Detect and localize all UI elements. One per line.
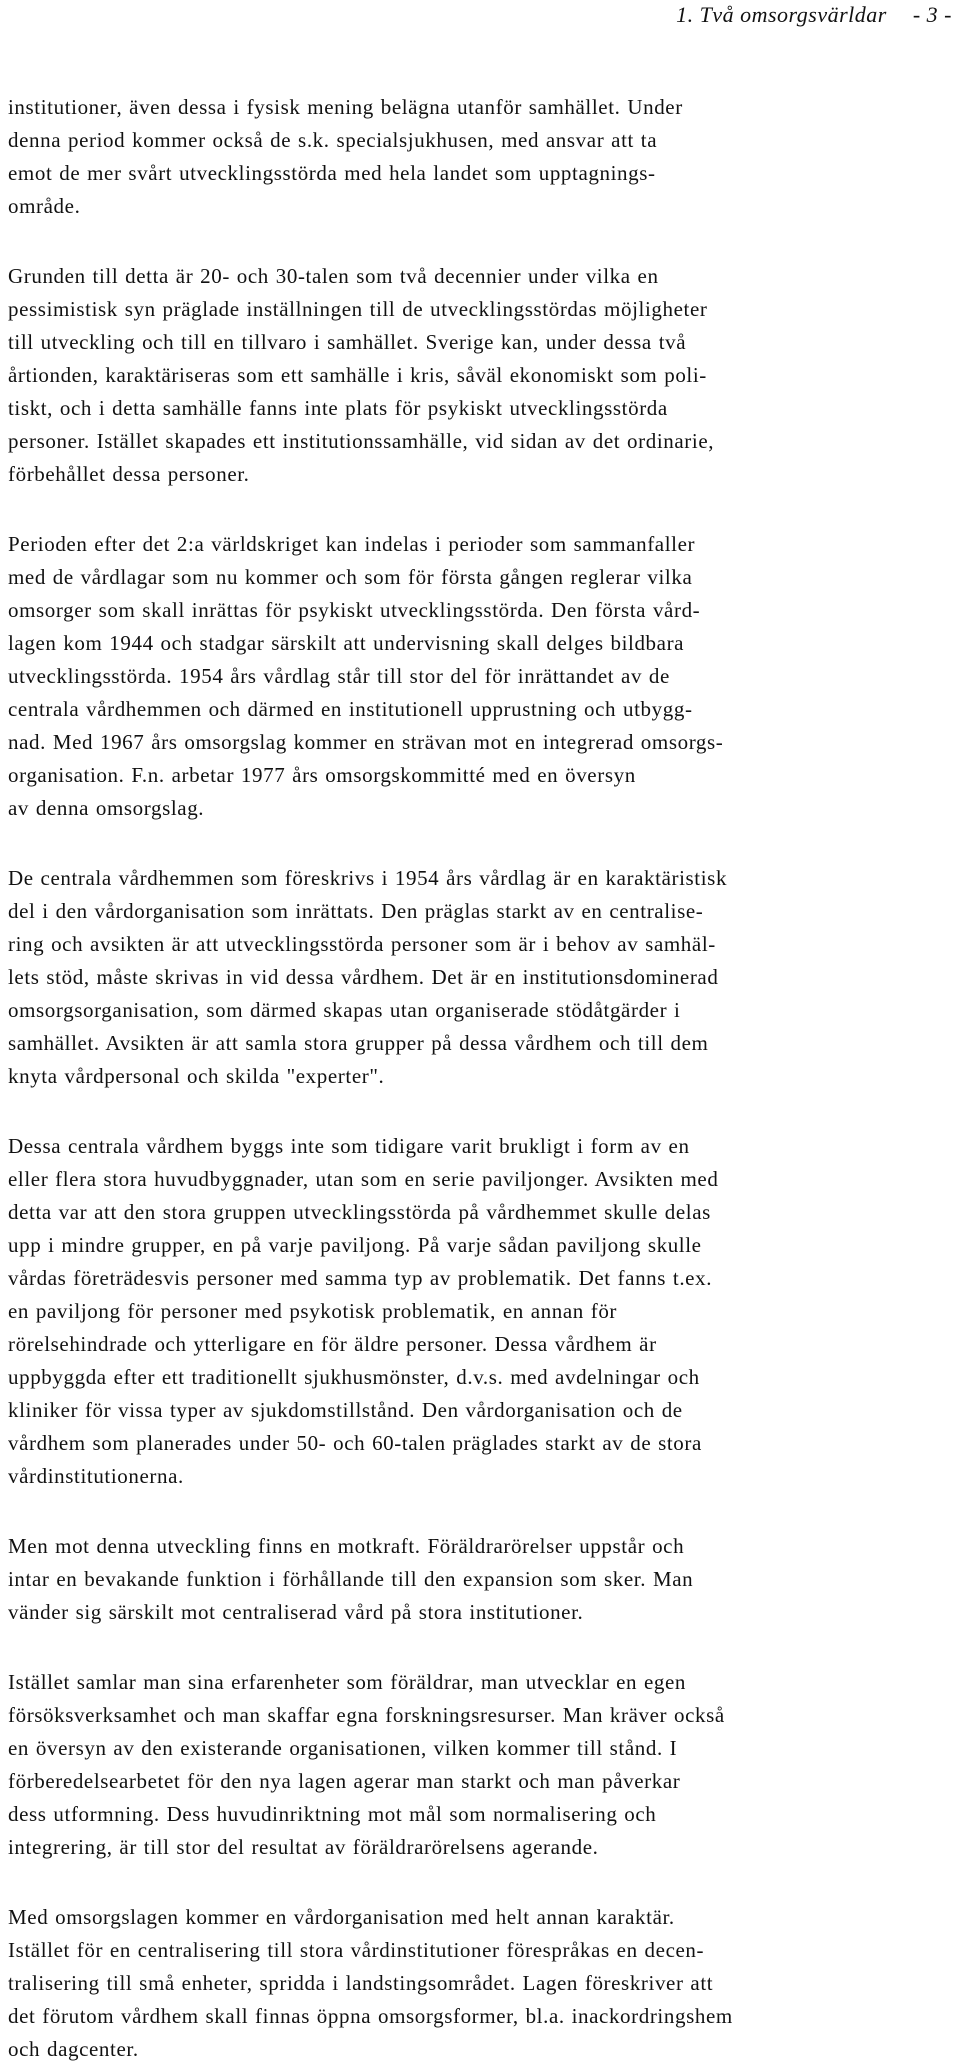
running-header bbox=[676, 2, 952, 28]
paragraph: Dessa centrala vårdhem byggs inte som tidigare varit brukligt i form av en eller flera stora huvudbyggnader, utan som en serie paviljonger. Avsikten med detta var att den stora gruppen utvecklingsstörda på vårdhemmet skulle delas upp i mindre grupper, en på varje paviljong. På varje sådan paviljong skulle vårdas företrädesvis personer med samma typ av problematik. Det fanns t.ex. en paviljong för personer med psykotisk problematik, en annan för rörelsehindrade och ytterligare en för äldre personer. Dessa vårdhem är uppbyggda efter ett traditionellt sjukhusmönster, d.v.s. med avdelningar och kliniker för vissa typer av sjukdomstillstånd. Den vårdorganisation och de vårdhem som planerades under 50- och 60-talen präglades starkt av de stora vårdinstitutionerna. bbox=[8, 1134, 719, 1488]
paragraph: Grunden till detta är 20- och 30-talen som två decennier under vilka en pessimistisk syn präglade inställningen till de utvecklingsstördas möjligheter till utveckling och till en tillvaro i samhället. Sverige kan, under dessa två årtionden, karaktäriseras som ett samhälle i kris, såväl ekonomiskt som poli- tiskt, och i detta samhälle fanns inte plats för psykiskt utvecklingsstörda personer. Istället skapades ett institutionssamhälle, vid sidan av det ordinarie, förbehållet dessa personer. bbox=[8, 264, 715, 486]
page-number: - 3 - bbox=[912, 2, 952, 27]
paragraph: De centrala vårdhemmen som föreskrivs i 1954 års vårdlag är en karaktäristisk del i den vårdorganisation som inrättats. Den präglas starkt av en centralise- ring och avsikten är att utvecklingsstörda personer som är i behov av samhäl- lets stöd, måste skrivas in vid dessa vårdhem. Det är en institutionsdominerad omsorgsorganisation, som därmed skapas utan organiserade stödåtgärder i samhället. Avsikten är att samla stora grupper på dessa vårdhem och till dem knyta vårdpersonal och skilda "experter". bbox=[8, 866, 728, 1088]
body-text bbox=[8, 91, 948, 2066]
paragraph: Med omsorgslagen kommer en vårdorganisation med helt annan karaktär. Istället för en centralisering till stora vårdinstitutioner förespråkas en decen- tralisering till små enheter, spridda i landstingsområdet. Lagen föreskriver att det förutom vårdhem skall finnas öppna omsorgsformer, bl.a. inackordringshem och dagcenter. bbox=[8, 1905, 733, 2061]
paragraph: Istället samlar man sina erfarenheter som föräldrar, man utvecklar en egen försöksverksamhet och man skaffar egna forskningsresurser. Man kräver också en översyn av den existerande organisationen, vilken kommer till stånd. I förberedelsearbetet för den nya lagen agerar man starkt och man påverkar dess utformning. Dess huvudinriktning mot mål som normalisering och integrering, är till stor del resultat av föräldrarörelsens agerande. bbox=[8, 1670, 725, 1859]
paragraph: Perioden efter det 2:a världskriget kan indelas i perioder som sammanfaller med de vårdlagar som nu kommer och som för första gången reglerar vilka omsorger som skall inrättas för psykiskt utvecklingsstörda. Den första vård- lagen kom 1944 och stadgar särskilt att undervisning skall delges bildbara utvecklingsstörda. 1954 års vårdlag står till stor del för inrättandet av de centrala vårdhemmen och därmed en institutionell upprustning och utbygg- nad. Med 1967 års omsorgslag kommer en strävan mot en integrerad omsorgs- organisation. F.n. arbetar 1977 års omsorgskommitté med en översyn av denna omsorgslag. bbox=[8, 532, 724, 820]
chapter-title: 1. Två omsorgsvärldar bbox=[676, 2, 887, 27]
paragraph: Men mot denna utveckling finns en motkraft. Föräldrarörelser uppstår och intar en bevakande funktion i förhållande till den expansion som sker. Man vänder sig särskilt mot centraliserad vård på stora institutioner. bbox=[8, 1534, 694, 1624]
paragraph: institutioner, även dessa i fysisk mening belägna utanför samhället. Under denna period kommer också de s.k. specialsjukhusen, med ansvar att ta emot de mer svårt utvecklingsstörda med hela landet som upptagnings- område. bbox=[8, 95, 683, 218]
